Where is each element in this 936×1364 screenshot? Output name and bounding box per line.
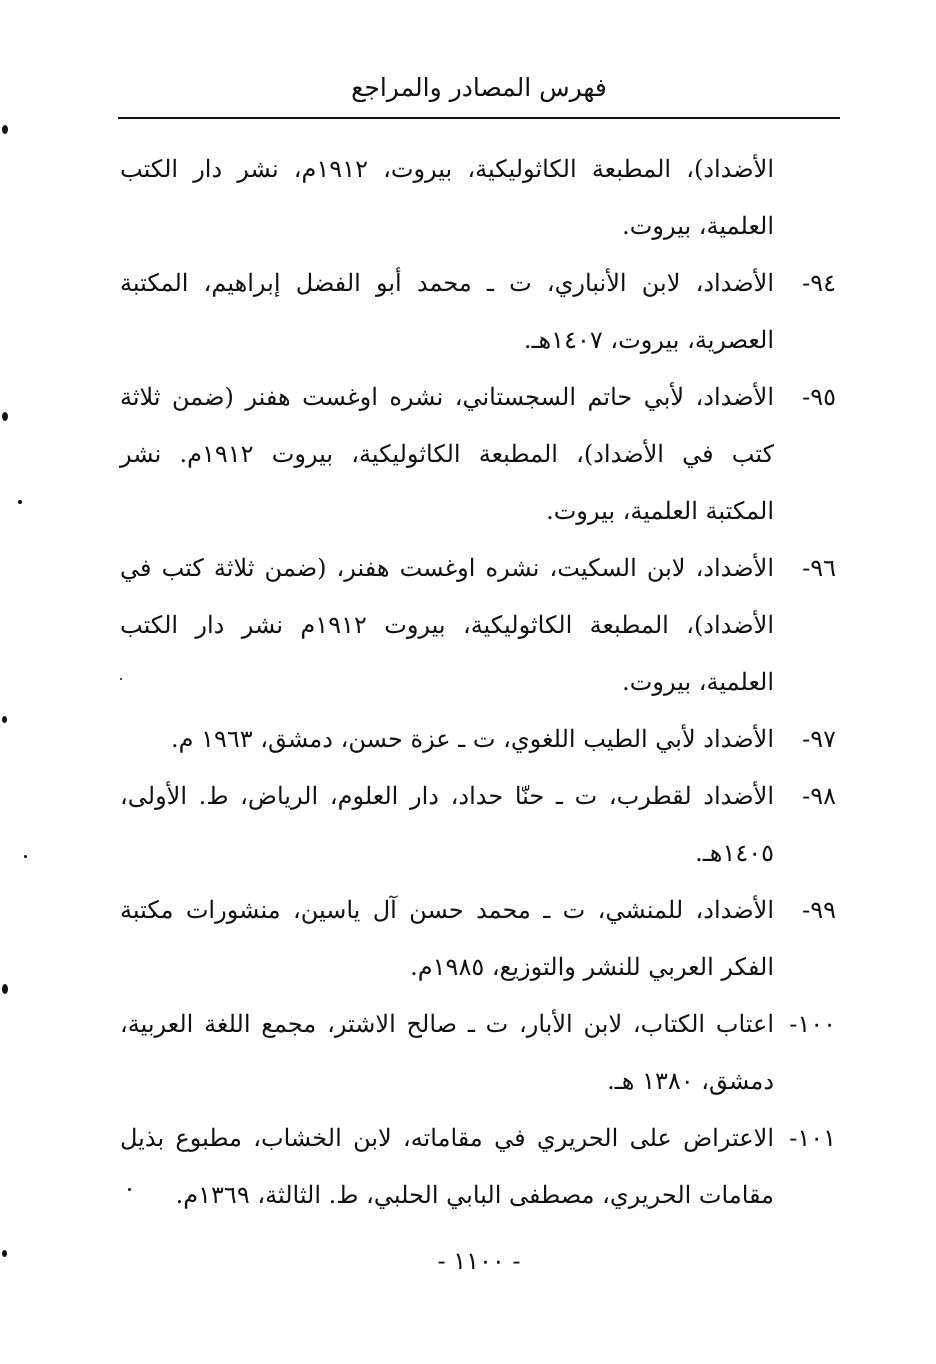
bibliography-entry [120,996,836,1110]
entry-number: ٩٩- [802,896,836,924]
scan-speck [128,1188,131,1191]
bibliography-entry [120,255,836,369]
entry-text: اعتاب الكتاب، لابن الأبار، ت ـ صالح الاشتر، مجمع اللغة العربية، دمشق، ١٣٨٠ هـ. [120,1010,774,1095]
entry-text: الاعتراض على الحريري في مقاماته، لابن الخشاب، مطبوع بذيل مقامات الحريري، مصطفى البابي الحلبي، ط. الثالثة، ١٣٦٩م. [120,1124,774,1209]
scan-speck [18,500,22,504]
page-number: - ١١٠٠ - [437,1247,521,1275]
entry-text: الأضداد)، المطبعة الكاثوليكية، بيروت، ١٩١٢م، نشر دار الكتب العلمية، بيروت. [120,155,775,240]
bibliography-entry [120,540,836,711]
bibliography-entry [120,768,836,882]
bibliography-list [120,141,836,1224]
scan-speck [24,855,27,858]
running-header-title: فهرس المصادر والمراجع [351,73,607,102]
entry-number: ٩٦- [802,554,836,582]
bibliography-entry [120,882,836,996]
scan-speck [2,412,8,421]
entry-number: ٩٧- [802,725,836,753]
entry-text: الأضداد، لابن الأنباري، ت ـ محمد أبو الفضل إبراهيم، المكتبة العصرية، بيروت، ١٤٠٧هـ. [120,269,774,354]
scan-speck [120,678,122,680]
scan-speck [2,125,8,134]
bibliography-entry-continued [120,141,836,255]
entry-text: الأضداد لأبي الطيب اللغوي، ت ـ عزة حسن، دمشق، ١٩٦٣ م. [170,725,774,753]
entry-number: ٩٥- [802,383,836,411]
bibliography-entry [120,1110,836,1224]
bibliography-entry [120,711,836,768]
entry-number: ١٠٠- [789,1010,836,1038]
scan-speck [2,1250,7,1257]
bibliography-entry [120,369,836,540]
entry-number: ١٠١- [789,1124,836,1152]
entry-text: الأضداد، لأبي حاتم السجستاني، نشره اوغست هفنر (ضمن ثلاثة كتب في الأضداد)، المطبعة الكاثوليكية، بيروت ١٩١٢م. نشر المكتبة العلمية، بيروت. [120,383,774,525]
entry-text: الأضداد، للمنشي، ت ـ محمد حسن آل ياسين، منشورات مكتبة الفكر العربي للنشر والتوزيع، ١٩٨٥م. [120,896,774,981]
entry-number: ٩٨- [802,782,836,810]
scan-speck [2,984,8,994]
entry-number: ٩٤- [802,269,836,297]
entry-text: الأضداد لقطرب، ت ـ حنّا حداد، دار العلوم، الرياض، ط. الأولى، ١٤٠٥هـ. [120,782,774,867]
header-divider [118,117,840,119]
entry-text: الأضداد، لابن السكيت، نشره اوغست هفنر، (ضمن ثلاثة كتب في الأضداد)، المطبعة الكاثوليكية، بيروت ١٩١٢م نشر دار الكتب العلمية، بيروت. [120,554,774,696]
scan-speck [2,716,7,723]
